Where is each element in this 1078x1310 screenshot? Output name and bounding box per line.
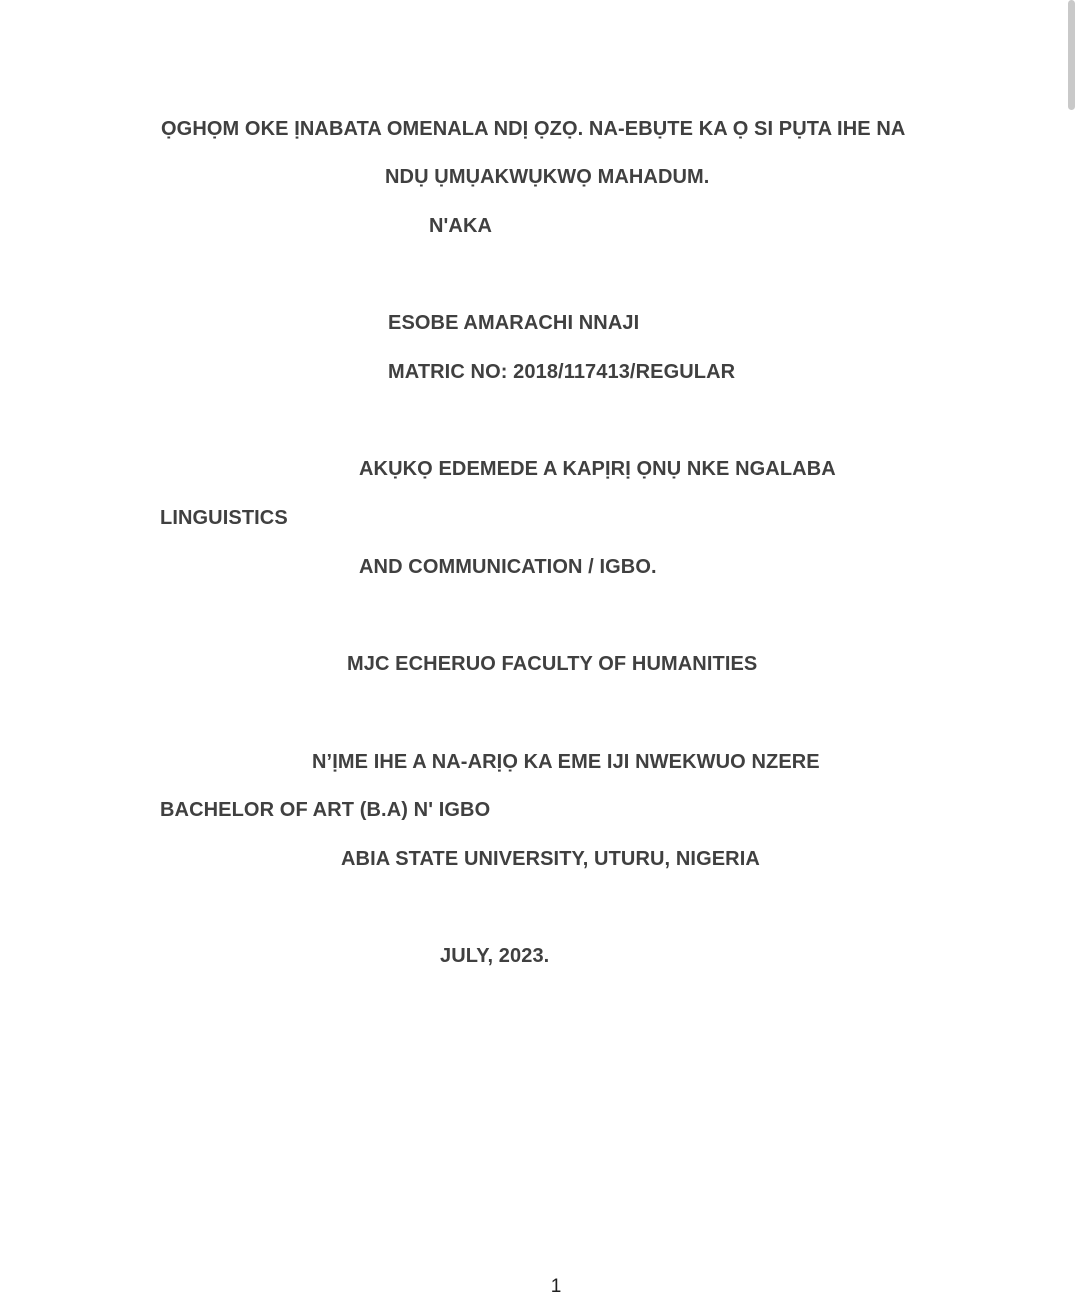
scrollbar-thumb[interactable]	[1068, 0, 1075, 110]
purpose-line-1: N’ỊME IHE A NA-ARỊỌ KA EME IJI NWEKWUO NZERE	[312, 751, 820, 773]
title-line-2: NDỤ ỤMỤAKWỤKWỌ MAHADUM.	[385, 166, 710, 188]
matric-number: MATRIC NO: 2018/117413/REGULAR	[388, 361, 736, 383]
vertical-scrollbar[interactable]	[1066, 0, 1078, 1310]
purpose-line-2: BACHELOR OF ART (B.A) N' IGBO	[160, 799, 491, 821]
title-line-1: ỌGHỌM OKE ỊNABATA OMENALA NDỊ ỌZỌ. NA-EBỤTE KA Ọ SI PỤTA IHE NA	[161, 118, 906, 140]
submission-line-2: LINGUISTICS	[160, 507, 288, 529]
university-name: ABIA STATE UNIVERSITY, UTURU, NIGERIA	[341, 848, 760, 870]
author-name: ESOBE AMARACHI NNAJI	[388, 312, 640, 334]
submission-line-1: AKỤKỌ EDEMEDE A KAPỊRỊ ỌNỤ NKE NGALABA	[359, 458, 836, 480]
submission-date: JULY, 2023.	[440, 945, 550, 967]
by-label: N'AKA	[429, 215, 493, 237]
page-number: 1	[550, 1276, 562, 1297]
submission-line-3: AND COMMUNICATION / IGBO.	[359, 556, 657, 578]
faculty-name: MJC ECHERUO FACULTY OF HUMANITIES	[347, 653, 758, 675]
